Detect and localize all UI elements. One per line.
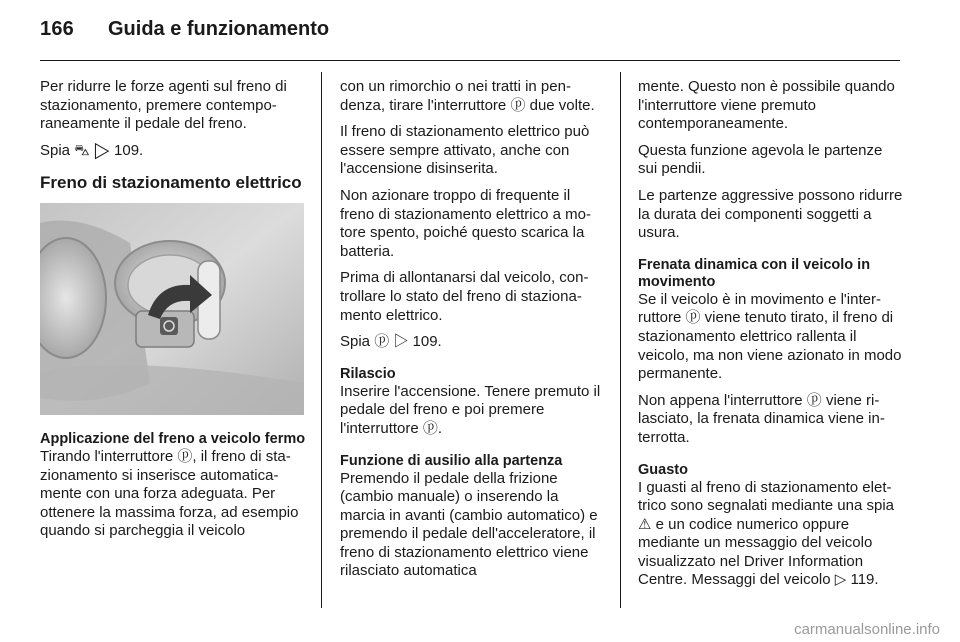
paragraph: Il freno di stazionamento elettrico può essere sempre attivato, anche con l'accensione disinserita.	[340, 123, 590, 178]
column-separator-1	[321, 72, 322, 608]
paragraph: Premendo il pedale della frizione (cambio manuale) o inserendo la marcia in avanti (cambio automatico) e premendo il pedale dell'acceleratore, il freno di stazionamento elettrico viene rilasciato automatica	[340, 469, 598, 580]
subsection-title: Frenata dinamica con il veicolo in movimento	[638, 256, 871, 290]
subsection-title: Guasto	[638, 461, 688, 478]
paragraph: con un rimorchio o nei tratti in pendenza, tirare l'interruttore ⓟ due volte.	[340, 78, 595, 114]
chapter-title: Guida e funzionamento	[107, 18, 330, 40]
paragraph: mente. Questo non è possibile quando l'interruttore viene premuto contemporaneamente.	[638, 78, 895, 133]
page-header	[40, 18, 329, 48]
paragraph: Inserire l'accensione. Tenere premuto il pedale del freno e poi premere l'interruttore ⓟ.	[340, 382, 601, 437]
section-title: Freno di stazionamento elettrico	[40, 173, 302, 193]
warning-light-reference: Spia ⓟ ▷ 109.	[340, 333, 442, 351]
column-separator-2	[620, 72, 621, 608]
parking-brake-switch-illustration	[40, 203, 304, 415]
paragraph: Se il veicolo è in movimento e l'interruttore ⓟ viene tenuto tirato, il freno di stazionamento elettrico rallenta il veicolo, ma non viene azionato in modo permanente.	[638, 290, 902, 383]
warning-light-reference: Spia ⛍ ▷ 109.	[40, 141, 144, 159]
paragraph: Questa funzione agevola le partenze sui pendii.	[638, 141, 883, 178]
column-2	[340, 78, 606, 589]
subsection-title: Rilascio	[340, 365, 396, 382]
paragraph: Per ridurre le forze agenti sul freno di stazionamento, premere contemporaneamente il pedale del freno.	[40, 78, 287, 133]
paragraph: Non appena l'interruttore ⓟ viene rilasciato, la frenata dinamica viene interrotta.	[638, 391, 885, 446]
watermark: carmanualsonline.info	[794, 621, 940, 638]
paragraph: Le partenze aggressive possono ridurre la durata dei componenti soggetti a usura.	[638, 186, 903, 242]
paragraph: Tirando l'interruttore ⓟ, il freno di stazionamento si inserisce automaticamente con una forza adeguata. Per ottenere la massima forza, ad esempio quando si parcheggia il veicolo	[40, 447, 299, 540]
paragraph: Prima di allontanarsi dal veicolo, controllare lo stato del freno di stazionamento elettrico.	[340, 269, 589, 324]
header-rule	[40, 60, 900, 61]
subsection-title: Applicazione del freno a veicolo fermo	[40, 430, 306, 447]
subsection-title: Funzione di ausilio alla partenza	[340, 452, 563, 469]
column-3	[638, 78, 904, 598]
paragraph: I guasti al freno di stazionamento elettrico sono segnalati mediante una spia ⚠ e un codice numerico oppure mediante un messaggio del veicolo visualizzato nel Driver Information Centre. Messaggi del veicolo ▷ 119.	[638, 478, 894, 589]
column-1	[40, 78, 306, 549]
paragraph: Non azionare troppo di frequente il freno di stazionamento elettrico a motore spento, poiché questo scarica la batteria.	[340, 186, 591, 260]
page-number: 166	[40, 18, 74, 40]
